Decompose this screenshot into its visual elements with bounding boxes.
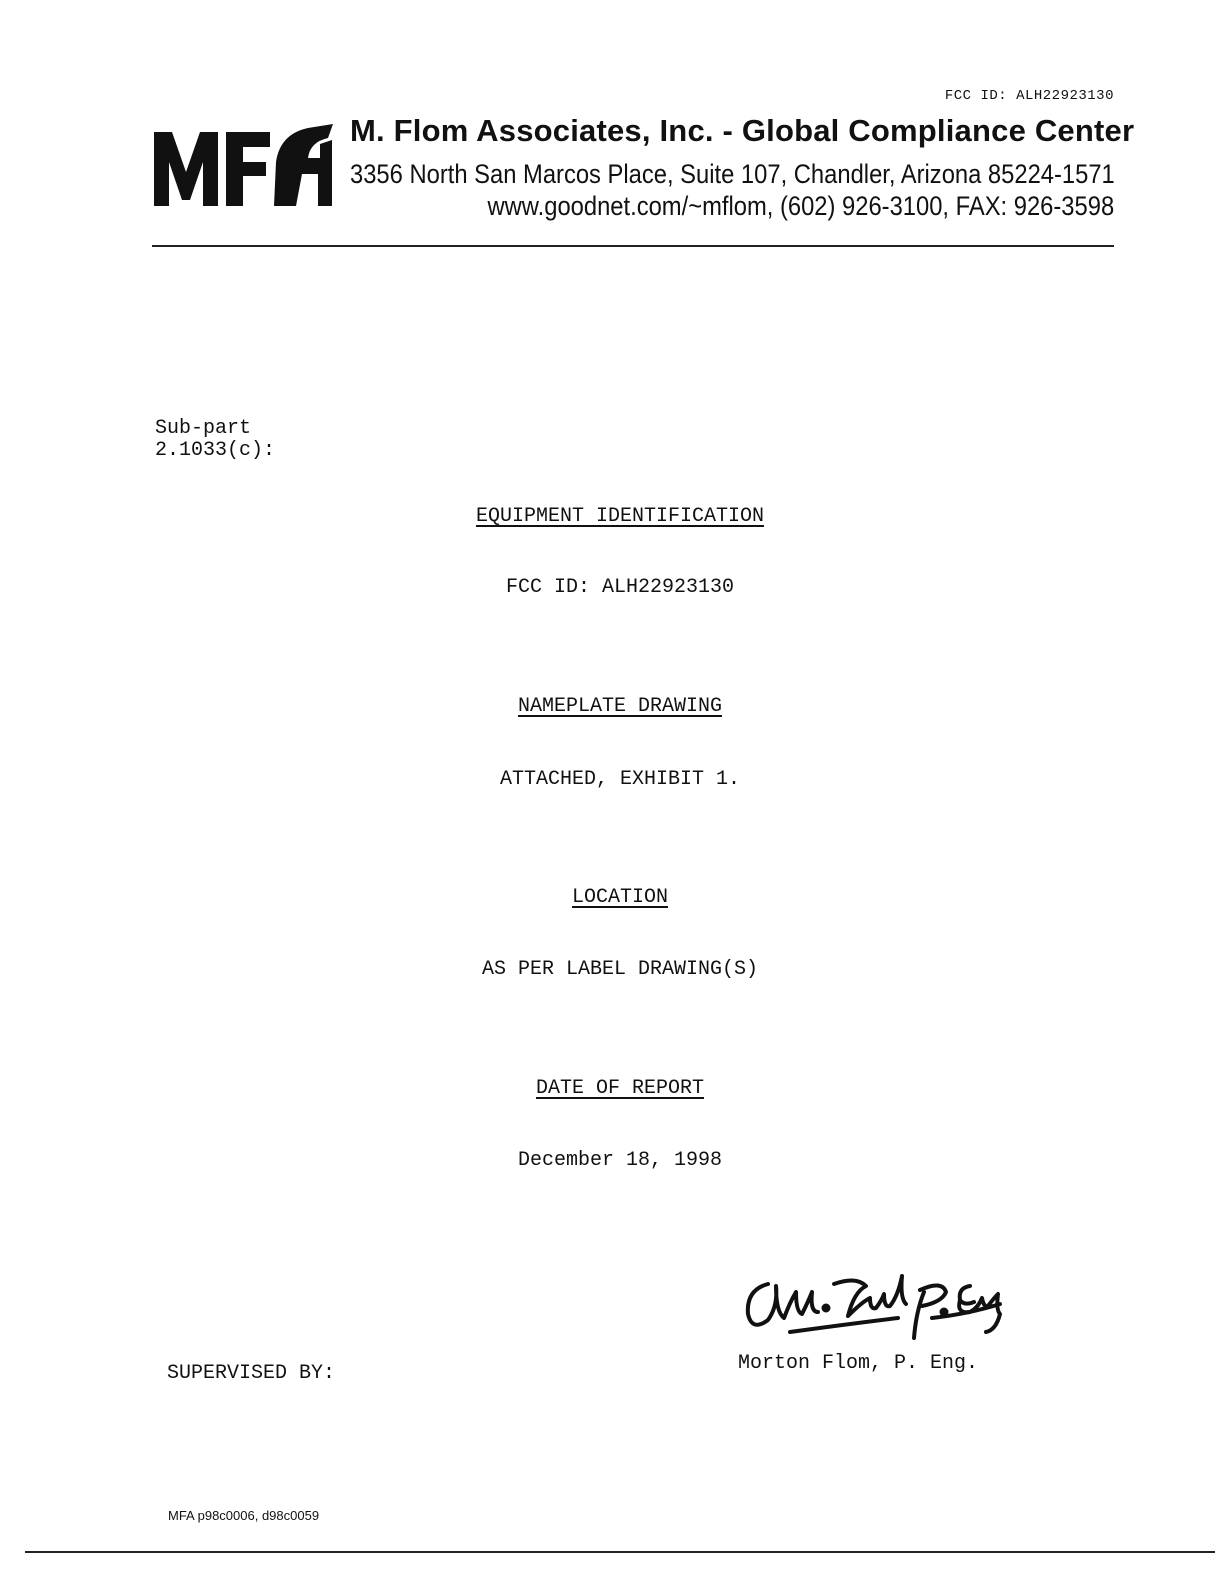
footer-document-code: MFA p98c0006, d98c0059 [168,1508,320,1523]
date-of-report-value: December 18, 1998 [517,1149,723,1172]
company-contact: www.goodnet.com/~mflom, (602) 926-3100, FAX: 926-3598 [487,191,1114,221]
header-fcc-id: FCC ID: ALH22923130 [944,88,1114,104]
nameplate-drawing-value: ATTACHED, EXHIBIT 1. [499,768,741,791]
location-heading: LOCATION [571,886,668,909]
location-value: AS PER LABEL DRAWING(S) [481,958,759,981]
equipment-identification-heading: EQUIPMENT IDENTIFICATION [475,505,765,528]
subpart-label [155,418,275,462]
footer-divider [25,1551,1215,1553]
signature [738,1262,1018,1354]
date-of-report-heading: DATE OF REPORT [535,1077,705,1100]
company-address: 3356 North San Marcos Place, Suite 107, Chandler, Arizona 85224-1571 [350,159,1115,189]
supervised-by-label: SUPERVISED BY: [167,1362,336,1385]
nameplate-drawing-heading: NAMEPLATE DRAWING [517,695,723,718]
subpart-line-1: Sub-part [155,417,252,440]
fcc-id-value: FCC ID: ALH22923130 [505,576,735,599]
signer-name: Morton Flom, P. Eng. [738,1352,979,1375]
subpart-line-2: 2.1033(c): [155,439,276,462]
company-name: M. Flom Associates, Inc. - Global Compliance Center [350,113,1135,148]
header-divider [152,245,1114,247]
mfa-logo [150,122,335,210]
